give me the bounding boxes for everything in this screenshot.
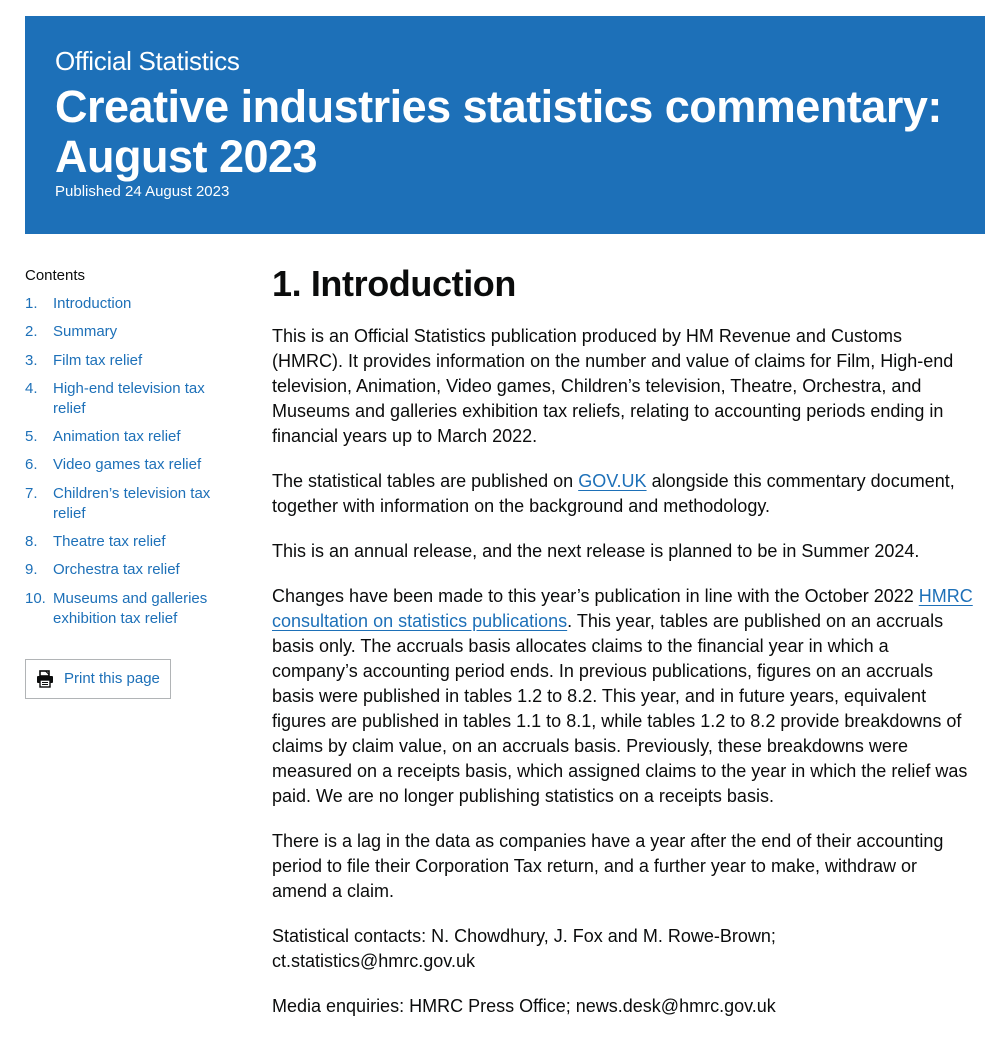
document-type: Official Statistics — [55, 46, 240, 76]
contents-item-number: 8. — [25, 533, 38, 551]
contents-item-link[interactable]: Theatre tax relief — [53, 533, 166, 551]
contents-item-number: 3. — [25, 351, 38, 369]
page-title: Creative industries statistics commentary: August 2023 — [55, 81, 942, 182]
contents-item-number: 2. — [25, 323, 38, 341]
contents-list — [25, 294, 235, 629]
contents-item-link[interactable]: Orchestra tax relief — [53, 561, 180, 579]
contents-item-number: 7. — [25, 484, 38, 502]
contents-item-video-games-tax-relief[interactable] — [25, 455, 235, 475]
text: Changes have been made to this year’s publication in line with the October 2022 — [272, 586, 919, 606]
paragraph-tables — [272, 469, 977, 519]
contents-sidebar — [25, 266, 235, 699]
text: alongside this commentary document, together with information on the background and methodology. — [272, 471, 955, 516]
published-date: Published 24 August 2023 — [55, 183, 230, 200]
paragraph-contacts — [272, 924, 977, 974]
contents-item-film-tax-relief[interactable] — [25, 351, 235, 371]
contents-item-museums-galleries-tax-relief[interactable] — [25, 589, 235, 629]
contents-item-link[interactable]: Summary — [53, 323, 118, 341]
contents-item-high-end-television-tax-relief[interactable] — [25, 379, 235, 419]
paragraph-release: This is an annual release, and the next release is planned to be in Summer 2024. — [272, 541, 920, 561]
contents-item-animation-tax-relief[interactable] — [25, 427, 235, 447]
paragraph-media: Media enquiries: HMRC Press Office; news.desk@hmrc.gov.uk — [272, 996, 776, 1016]
contents-item-number: 10. — [25, 589, 46, 607]
contents-item-link[interactable]: Introduction — [53, 295, 132, 312]
contents-item-link[interactable]: Museums and galleries exhibition tax relief — [53, 589, 208, 627]
main-content — [272, 262, 977, 1039]
contacts-email: ct.statistics@hmrc.gov.uk — [272, 951, 475, 971]
paragraph-changes — [272, 584, 977, 809]
print-page-button[interactable] — [25, 659, 171, 699]
contents-item-number: 5. — [25, 428, 38, 446]
contents-item-number: 4. — [25, 379, 38, 397]
printer-icon — [36, 670, 54, 688]
contents-item-theatre-tax-relief[interactable] — [25, 532, 235, 552]
contents-item-number: 1. — [25, 295, 38, 312]
section-heading: 1. Introduction — [272, 263, 516, 304]
text: . This year, tables are published on an accruals basis only. The accruals basis allocates claims to the financial year in which a company’s accounting period ends. In previous publications, figures on an accruals basis were published in tables 1.2 to 8.2. This year, and in future years, equivalent figures are published in tables 1.1 to 8.1, while tables 1.2 to 8.2 provide breakdowns of claims by claim value, on an accruals basis. Previously, these breakdowns were measured on a receipts basis, which assigned claims to the year in which the relief was paid. We are no longer publishing statistics on a receipts basis. — [272, 611, 968, 806]
contents-item-number: 9. — [25, 561, 38, 579]
contents-item-introduction[interactable] — [25, 294, 235, 314]
contents-item-summary[interactable] — [25, 322, 235, 342]
contents-heading: Contents — [25, 267, 86, 284]
contents-item-link[interactable]: Film tax relief — [53, 351, 143, 369]
consultation-link[interactable]: HMRC consultation on statistics publications — [272, 586, 973, 631]
contacts-names: Statistical contacts: N. Chowdhury, J. Fox and M. Rowe-Brown; — [272, 926, 776, 946]
contents-item-link[interactable]: Animation tax relief — [53, 428, 181, 446]
contents-item-link[interactable]: High-end television tax relief — [53, 379, 205, 417]
contents-item-number: 6. — [25, 456, 38, 474]
contents-item-orchestra-tax-relief[interactable] — [25, 560, 235, 580]
paragraph-intro: This is an Official Statistics publication produced by HM Revenue and Customs (HMRC). It provides information on the number and value of claims for Film, High-end television, Animation, Video games, Children’s television, Theatre, Orchestra, and Museums and galleries exhibition tax reliefs, relating to accounting periods ending in financial years up to March 2022. — [272, 326, 954, 446]
paragraph-lag: There is a lag in the data as companies have a year after the end of their accounting period to file their Corporation Tax return, and a further year to make, withdraw or amend a claim. — [272, 831, 944, 901]
contents-item-childrens-television-tax-relief[interactable] — [25, 484, 235, 524]
contents-item-link[interactable]: Video games tax relief — [53, 456, 202, 474]
title-banner — [25, 16, 985, 234]
contents-item-link[interactable]: Children’s television tax relief — [53, 484, 211, 522]
text: The statistical tables are published on — [272, 471, 579, 491]
govuk-link[interactable]: GOV.UK — [578, 471, 647, 491]
print-page-label: Print this page — [64, 669, 160, 687]
